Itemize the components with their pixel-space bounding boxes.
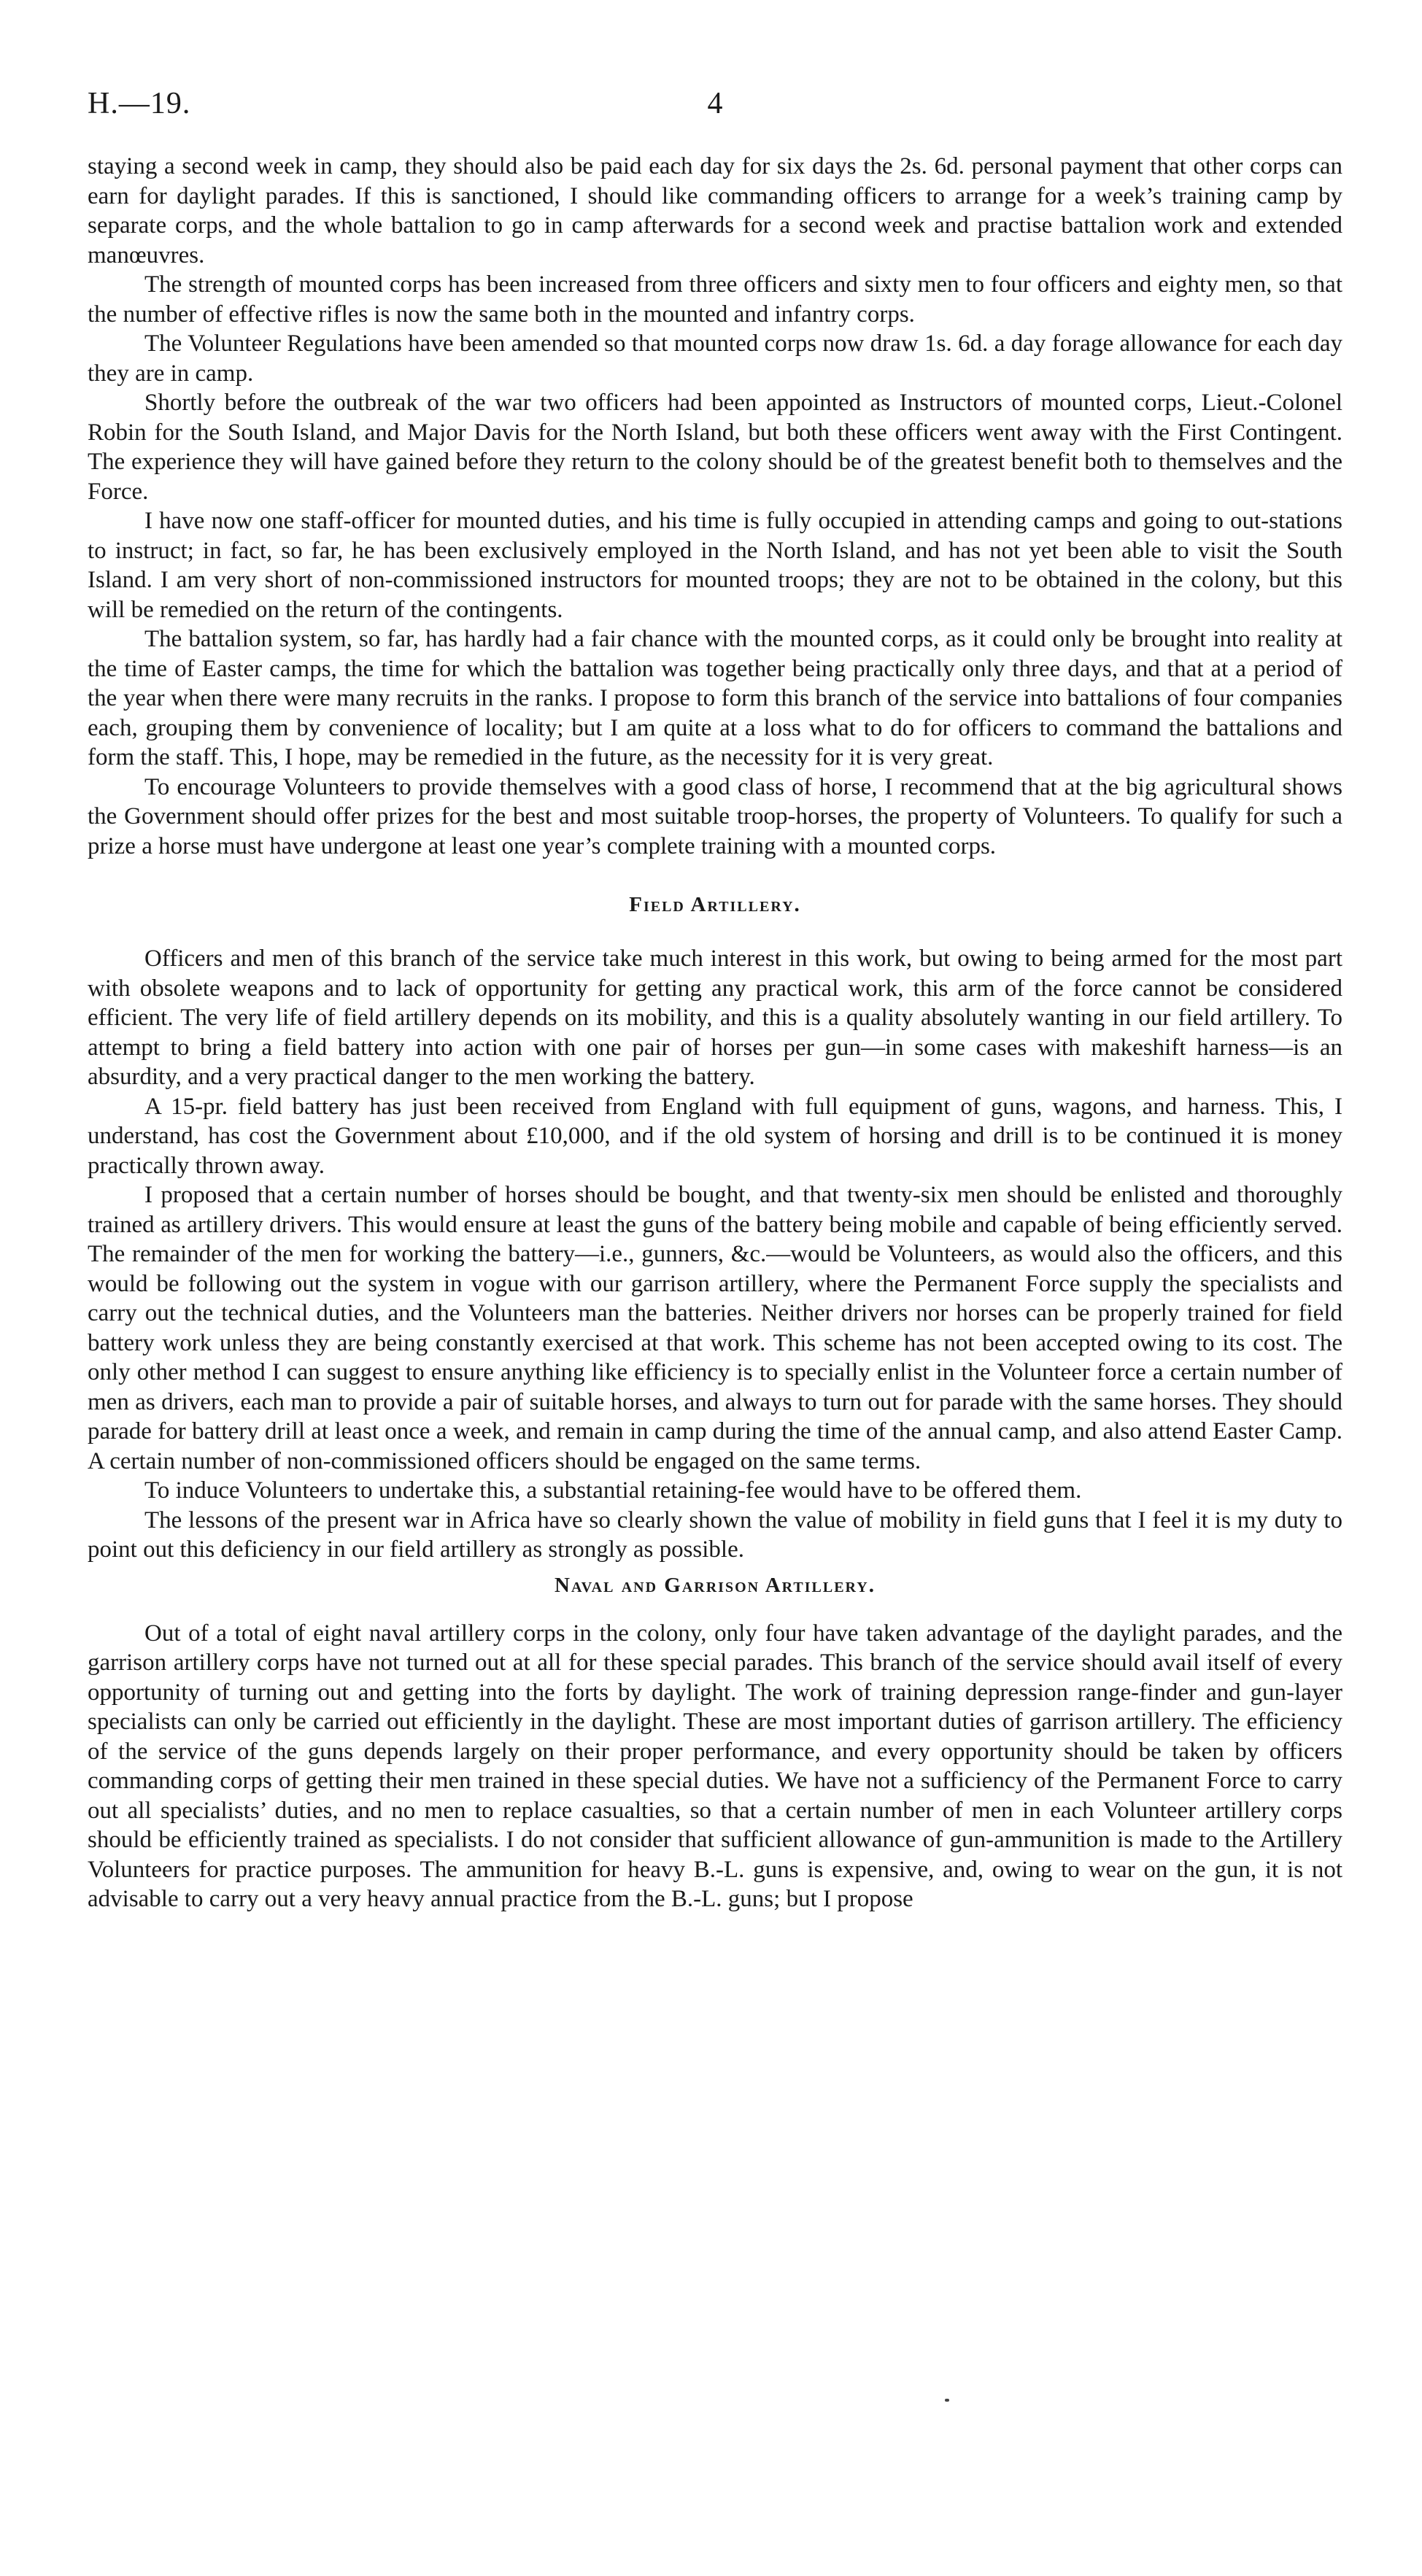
paragraph: Shortly before the outbreak of the war two officers had been appointed as Instructors of mounted corps, Lieut.-Colonel Robin for the South Island, and Major Davis for the North Island, but both these officers went away with the First Contingent. The experience they will have gained before they return to the colony should be of the greatest benefit both to themselves and the Force. [88, 390, 1342, 505]
paragraph: The battalion system, so far, has hardly had a fair chance with the mounted corps, as it could only be brought into reality at the time of Easter camps, the time for which the battalion was together being practically only three days, and that at a period of the year when there were many recruits in the ranks. I propose to form this branch of the service into battalions of four companies each, grouping them by convenience of locality; but I am quite at a loss what to do for officers to command the battalions and form the staff. This, I hope, may be remedied in the future, as the necessity for it is very great. [88, 626, 1342, 770]
paragraph: Out of a total of eight naval artillery corps in the colony, only four have taken advantage of the daylight parades, and the garrison artillery corps have not turned out at all for these special parades. This branch of the service should avail itself of every opportunity of turning out and getting into the forts by daylight. The work of training depression range-finder and gun-layer specialists can only be carried out efficiently in the daylight. These are most important duties of garrison artillery. The efficiency of the service of the guns depends largely on their proper performance, and every opportunity should be taken by officers commanding corps of getting their men trained in these special duties. We have not a sufficiency of the Permanent Force to carry out all specialists’ duties, and no men to replace casualties, so that a certain number of men in each Volunteer artillery corps should be efficiently trained as specialists. I do not consider that sufficient allowance of gun-ammunition is made to the Artillery Volunteers for practice purposes. The ammunition for heavy B.-L. guns is expensive, and, owing to wear on the gun, it is not advisable to carry out a very heavy annual practice from the B.-L. guns; but I propose [88, 1620, 1342, 1912]
paragraph: A 15-pr. field battery has just been received from England with full equipment of guns, wagons, and harness. This, I understand, has cost the Government about £10,000, and if the old system of horsing and drill is to be continued it is money practically thrown away. [88, 1093, 1342, 1179]
paragraph: The Volunteer Regulations have been amended so that mounted corps now draw 1s. 6d. a day forage allowance for each day they are in camp. [88, 330, 1342, 387]
paragraph: To induce Volunteers to undertake this, a substantial retaining-fee would have to be offered them. [144, 1477, 1082, 1504]
paragraph: Officers and men of this branch of the service take much interest in this work, but owing to being armed for the most part with obsolete weapons and to lack of opportunity for getting any practical work, this arm of the force cannot be considered efficient. The very life of field artillery depends on its mobility, and this is a quality absolutely wanting in our field artillery. To attempt to bring a field battery into action with one pair of horses per gun—in some cases with makeshift harness—is an absurdity, and a very practical danger to the men working the battery. [88, 945, 1342, 1090]
page-header [88, 86, 1342, 130]
document-reference: H.—19. [88, 87, 191, 120]
document-body [88, 152, 1342, 1914]
paragraph: The strength of mounted corps has been increased from three officers and sixty men to four officers and eighty men, so that the number of effective rifles is now the same both in the mounted and infantry corps. [88, 271, 1342, 328]
paragraph: staying a second week in camp, they should also be paid each day for six days the 2s. 6d. personal payment that other corps can earn for daylight parades. If this is sanctioned, I should like commanding officers to arrange for a week’s training camp by separate corps, and the whole battalion to go in camp afterwards for a second week and practise battalion work and extended manœuvres. [88, 153, 1342, 268]
paragraph: To encourage Volunteers to provide themselves with a good class of horse, I recommend that at the big agricultural shows the Government should offer prizes for the best and most suitable troop-horses, the property of Volunteers. To qualify for such a prize a horse must have undergone at least one year’s complete training with a mounted corps. [88, 773, 1342, 859]
section-heading-field-artillery: Field Artillery. [629, 893, 801, 916]
paragraph: I proposed that a certain number of horses should be bought, and that twenty-six men should be enlisted and thoroughly trained as artillery drivers. This would ensure at least the guns of the battery being mobile and capable of being efficiently served. The remainder of the men for working the battery—i.e., gunners, &c.—would be Volunteers, as would also the officers, and this would be following out the system in vogue with our garrison artillery, where the Permanent Force supply the specialists and carry out the technical duties, and the Volunteers man the batteries. Neither drivers nor horses can be properly trained for field battery work unless they are being constantly exercised at that work. This scheme has not been accepted owing to its cost. The only other method I can suggest to ensure anything like efficiency is to specially enlist in the Volunteer force a certain number of men as drivers, each man to provide a pair of suitable horses, and always to turn out for parade with the same horses. They should parade for battery drill at least once a week, and remain in camp during the time of the annual camp, and also attend Easter Camp. A certain number of non-commissioned officers should be engaged on the same terms. [88, 1182, 1342, 1474]
ink-mark [945, 2399, 949, 2402]
section-heading-naval-garrison-artillery: Naval and Garrison Artillery. [554, 1573, 876, 1597]
page-number: 4 [707, 87, 723, 120]
paragraph: I have now one staff-officer for mounted duties, and his time is fully occupied in attending camps and going to out-stations to instruct; in fact, so far, he has been exclusively employed in the North Island, and has not yet been able to visit the South Island. I am very short of non-commissioned instructors for mounted troops; they are not to be obtained in the colony, but this will be remedied on the return of the contingents. [88, 508, 1342, 623]
paragraph: The lessons of the present war in Africa have so clearly shown the value of mobility in field guns that I feel it is my duty to point out this deficiency in our field artillery as strongly as possible. [88, 1506, 1342, 1563]
